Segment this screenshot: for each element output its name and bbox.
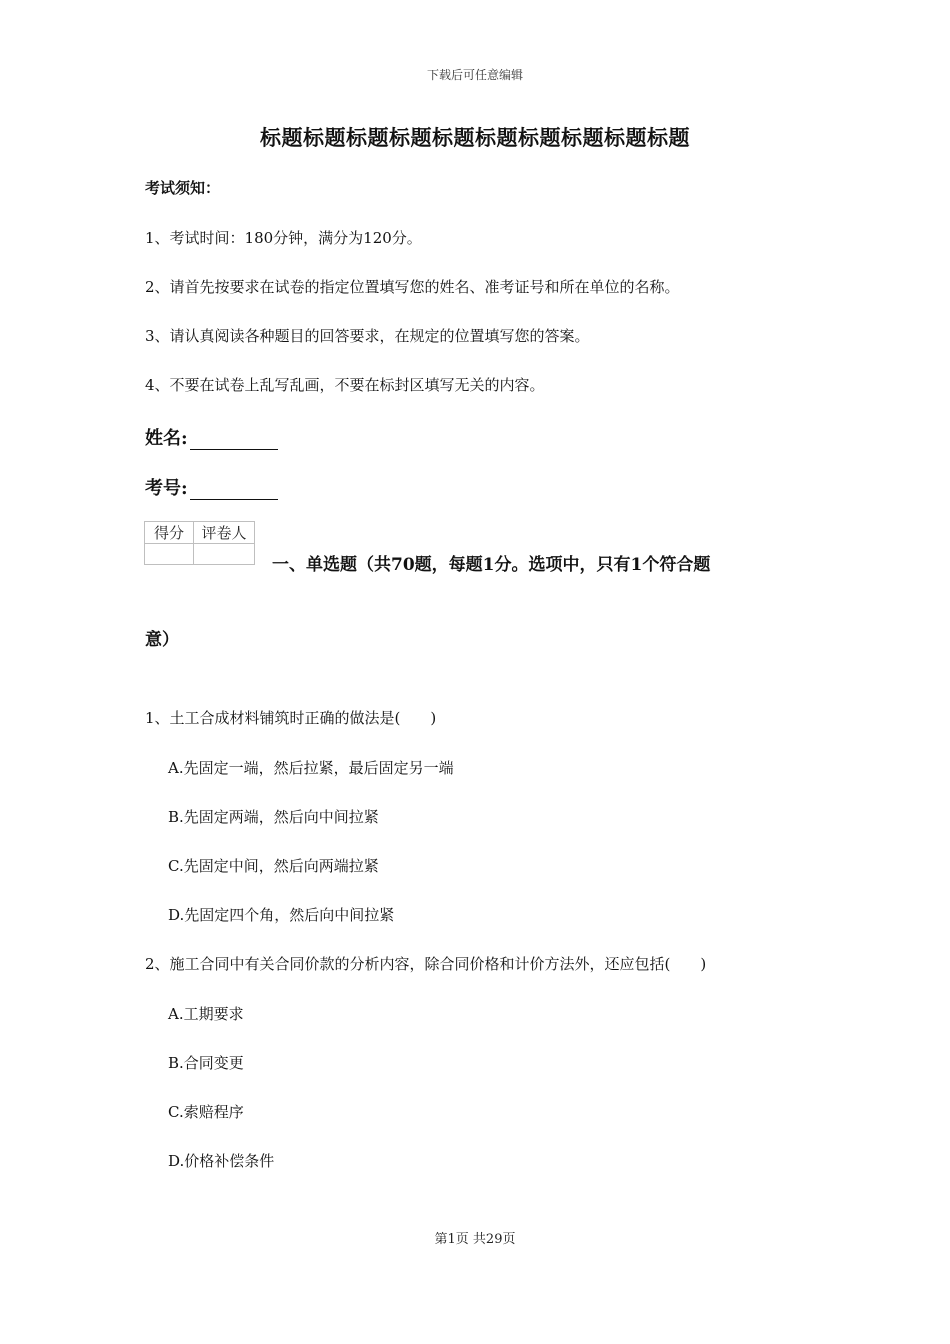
notice-rule: 1、考试时间：180分钟，满分为120分。 <box>145 229 422 247</box>
option-c: C.索赔程序 <box>168 1103 244 1121</box>
option-a: A.工期要求 <box>168 1005 244 1023</box>
section-heading: 一、单选题（共70题，每题1分。选项中，只有1个符合题 <box>272 555 711 575</box>
page-footer: 第1页 共29页 <box>434 1232 516 1247</box>
notice-heading: 考试须知： <box>145 179 221 197</box>
exam-id-label: 考号: <box>145 478 188 499</box>
option-c: C.先固定中间，然后向两端拉紧 <box>168 857 379 875</box>
question-text: 2、施工合同中有关合同价款的分析内容，除合同价格和计价方法外，还应包括( ) <box>145 955 707 973</box>
name-label: 姓名: <box>145 428 188 449</box>
option-d: D.价格补偿条件 <box>168 1152 275 1170</box>
score-header: 得分 <box>145 522 194 544</box>
document-title: 标题标题标题标题标题标题标题标题标题标题 <box>260 125 690 150</box>
notice-rule: 3、请认真阅读各种题目的回答要求，在规定的位置填写您的答案。 <box>145 327 590 345</box>
name-blank[interactable] <box>190 431 278 450</box>
score-table <box>144 521 255 565</box>
option-a: A.先固定一端，然后拉紧，最后固定另一端 <box>168 759 454 777</box>
notice-rule: 4、不要在试卷上乱写乱画，不要在标封区填写无关的内容。 <box>145 376 545 394</box>
grader-header: 评卷人 <box>194 522 255 544</box>
grader-cell[interactable] <box>194 544 255 565</box>
score-cell[interactable] <box>145 544 194 565</box>
question-text: 1、土工合成材料铺筑时正确的做法是( ) <box>145 709 437 727</box>
option-b: B.先固定两端，然后向中间拉紧 <box>168 808 379 826</box>
option-d: D.先固定四个角，然后向中间拉紧 <box>168 906 395 924</box>
option-b: B.合同变更 <box>168 1054 244 1072</box>
section-heading-continued: 意） <box>145 630 179 650</box>
notice-rule: 2、请首先按要求在试卷的指定位置填写您的姓名、准考证号和所在单位的名称。 <box>145 278 680 296</box>
name-field <box>145 424 278 450</box>
exam-id-field <box>145 474 278 500</box>
page-header: 下载后可任意编辑 <box>426 68 523 82</box>
exam-id-blank[interactable] <box>190 481 278 500</box>
